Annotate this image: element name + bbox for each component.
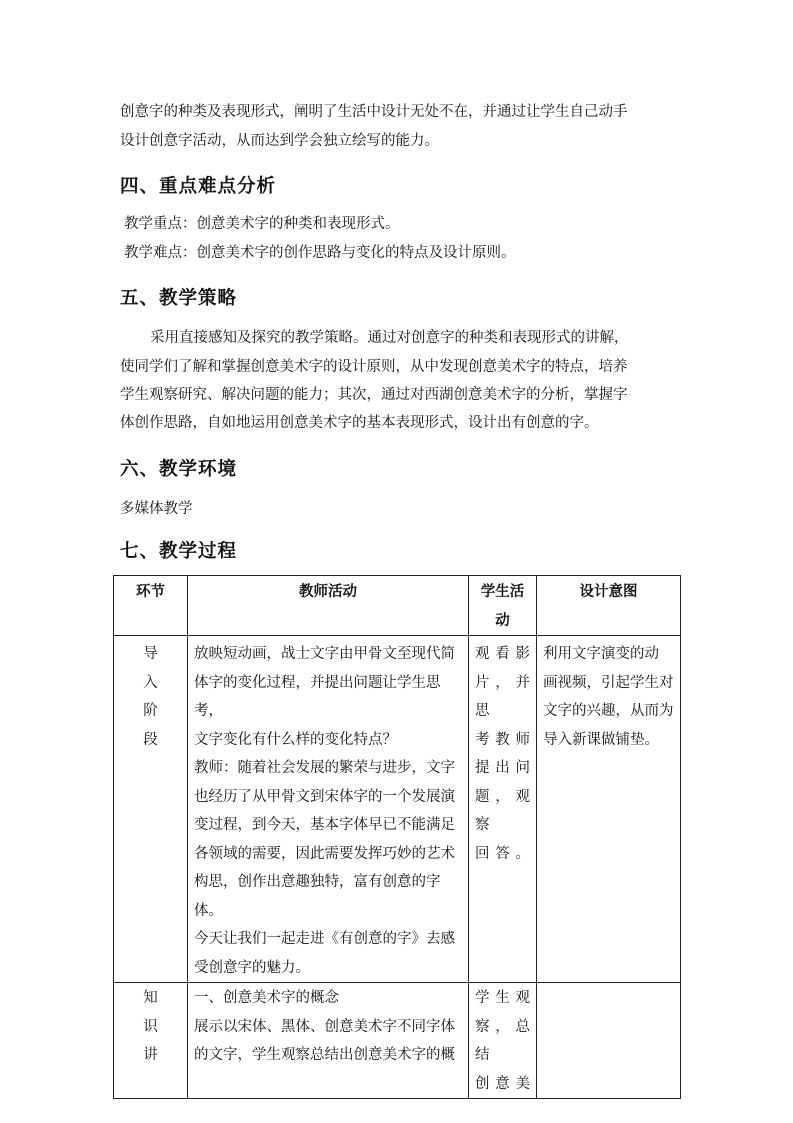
student-activity-intro xyxy=(469,636,537,983)
strategy-line-3: 学生观察研究、解决问题的能力；其次，通过对西湖创意美术字的分析，掌握字 xyxy=(120,387,628,403)
teacher-line: 体字的变化过程，并提出问题让学生思考， xyxy=(194,674,441,719)
teacher-line: 文字变化有什么样的变化特点？ xyxy=(194,731,397,748)
student-line: 创意美 xyxy=(475,1075,530,1092)
student-line: 察，总结 xyxy=(475,1018,530,1063)
teacher-line: 展示以宋体、黑体、创意美术字不同字体 xyxy=(194,1018,455,1035)
teacher-line: 今天让我们一起走进《有创意的字》去感 xyxy=(194,931,455,947)
teacher-line: 放映短动画，战士文字由甲骨文至现代简 xyxy=(194,646,455,662)
strategy-line-4: 体创作思路，自如地运用创意美术字的基本表现形式，设计出有创意的字。 xyxy=(120,415,599,431)
teacher-line: 变过程，到今天，基本字体早已不能满足 xyxy=(194,817,455,833)
teacher-line: 教师：随着社会发展的繁荣与进步，文字 xyxy=(194,760,455,776)
student-line: 考教师 xyxy=(475,731,530,748)
header-student-line-2: 动 xyxy=(495,612,510,629)
design-line: 利用文字演变的动 xyxy=(543,646,659,662)
header-student-activity xyxy=(469,576,537,636)
environment-text: 多媒体教学 xyxy=(120,501,193,517)
stage-char: 阶 xyxy=(143,703,158,719)
header-teacher-activity: 教师活动 xyxy=(188,576,469,636)
stage-intro xyxy=(114,636,188,983)
student-line: 观看影 xyxy=(475,646,530,662)
header-design-intent: 设计意图 xyxy=(537,576,681,636)
design-intent-intro xyxy=(537,636,681,983)
stage-char: 识 xyxy=(143,1018,158,1035)
student-line: 回答。 xyxy=(475,845,530,862)
teacher-activity-intro xyxy=(188,636,469,983)
design-line: 导入新课做铺垫。 xyxy=(543,731,659,748)
header-stage: 环节 xyxy=(114,576,188,636)
student-line: 提出问 xyxy=(475,760,530,776)
strategy-line-2: 使同学们了解和掌握创意美术字的设计原则，从中发现创意美术字的特点，培养 xyxy=(120,359,628,375)
teacher-activity-knowledge xyxy=(188,983,469,1099)
strategy-line-1: 采用直接感知及探究的教学策略。通过对创意字的种类和表现形式的讲解， xyxy=(150,330,629,346)
teacher-line: 受创意字的魅力。 xyxy=(194,959,310,976)
teaching-process-table xyxy=(113,575,681,1099)
table-row xyxy=(114,983,681,1099)
stage-char: 知 xyxy=(143,990,158,1006)
section7-heading: 七、教学过程 xyxy=(120,541,238,562)
table-row xyxy=(114,636,681,983)
teaching-key-point: 教学重点：创意美术字的种类和表现形式。 xyxy=(124,216,400,232)
stage-char: 讲 xyxy=(143,1047,158,1063)
teacher-line: 也经历了从甲骨文到宋体字的一个发展演 xyxy=(194,788,455,805)
section4-heading: 四、重点难点分析 xyxy=(120,176,277,197)
stage-char: 入 xyxy=(143,674,158,691)
design-intent-knowledge xyxy=(537,983,681,1099)
design-line: 画视频，引起学生对 xyxy=(543,674,674,691)
stage-char: 段 xyxy=(143,731,158,748)
teacher-line: 一、创意美术字的概念 xyxy=(194,990,339,1006)
teacher-line: 构思，创作出意趣独特，富有创意的字体。 xyxy=(194,874,441,919)
intro-line-1: 创意字的种类及表现形式，阐明了生活中设计无处不在，并通过让学生自己动手 xyxy=(120,104,628,120)
section6-heading: 六、教学环境 xyxy=(120,459,238,480)
teacher-line: 各领域的需要，因此需要发挥巧妙的艺术 xyxy=(194,845,455,862)
intro-line-2: 设计创意字活动，从而达到学会独立绘写的能力。 xyxy=(120,133,439,149)
teaching-difficulty: 教学难点：创意美术字的创作思路与变化的特点及设计原则。 xyxy=(124,245,516,261)
header-student-line-1: 学生活 xyxy=(480,584,525,600)
design-line: 文字的兴趣，从而为 xyxy=(543,703,674,719)
stage-char: 导 xyxy=(143,646,158,662)
student-line: 学生观 xyxy=(475,990,530,1006)
table-header-row xyxy=(114,576,681,636)
teacher-line: 的文字，学生观察总结出创意美术字的概 xyxy=(194,1047,455,1063)
student-line: 片，并思 xyxy=(475,674,530,719)
student-activity-knowledge xyxy=(469,983,537,1099)
student-line: 题，观察 xyxy=(475,788,530,833)
stage-knowledge xyxy=(114,983,188,1099)
section5-heading: 五、教学策略 xyxy=(120,288,238,309)
